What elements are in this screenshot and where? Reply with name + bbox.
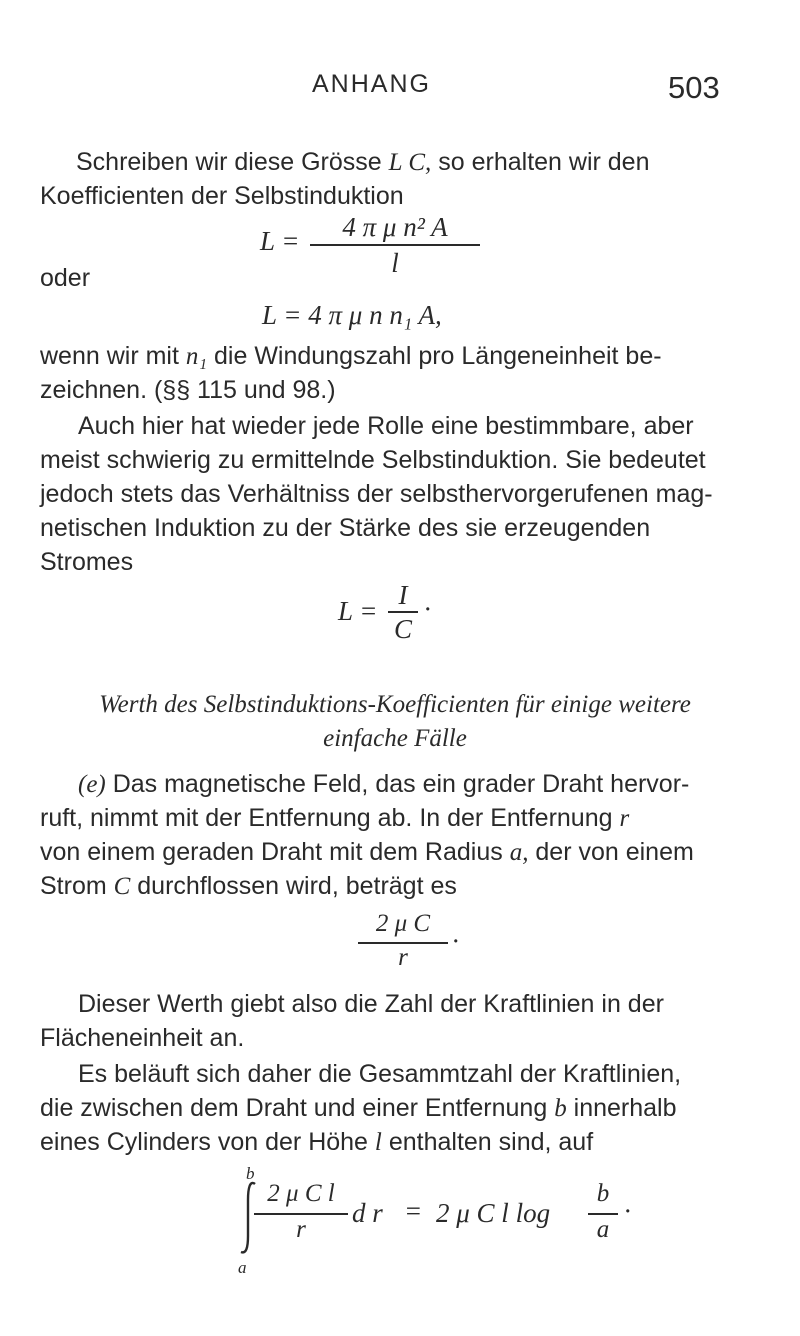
integral-lower-limit: a	[238, 1258, 247, 1277]
equation-1-lhs: L =	[260, 226, 300, 256]
equation-3-lhs: L =	[338, 596, 378, 626]
integrand-denominator: r	[296, 1216, 306, 1243]
section-heading: Werth des Selbstinduktions-Koefficienten für einige weitere einfache Fälle	[99, 691, 691, 752]
equation-2: L = 4 π μ n n₁ A,	[262, 300, 442, 330]
integrand-numerator: 2 μ C l	[267, 1180, 335, 1207]
equation-5-trail: ·	[624, 1196, 631, 1226]
equation-1-fraction-bar	[310, 244, 480, 246]
equation-3-denominator: C	[393, 614, 412, 644]
equation-1-numerator: 4 π μ n² A	[342, 212, 448, 242]
running-title: ANHANG	[312, 70, 431, 98]
rhs-expression: 2 μ C l log	[436, 1198, 551, 1228]
equation-4-trail: ·	[452, 926, 459, 956]
paragraph-1: Schreiben wir diese Grösse L C, so erhalten wir den	[76, 148, 650, 176]
paragraph-2-line-2: zeichnen. (§§ 115 und 98.)	[40, 376, 336, 404]
word-oder: oder	[40, 264, 91, 292]
integral-upper-limit: b	[246, 1164, 255, 1183]
equals-sign: =	[404, 1196, 423, 1226]
paragraph-1-line-2: Koefficienten der Selbstinduktion	[40, 182, 404, 210]
equation-4-numerator: 2 μ C	[375, 910, 431, 937]
paragraph-2-line-1: wenn wir mit n₁ die Windungszahl pro Längeneinheit be-	[40, 342, 662, 370]
equation-1-denominator: l	[391, 248, 399, 278]
page-number: 503	[668, 70, 720, 105]
log-numerator: b	[596, 1180, 610, 1207]
log-fraction-bar	[588, 1213, 618, 1215]
log-denominator: a	[596, 1216, 610, 1243]
equation-3-fraction-bar	[388, 611, 418, 613]
integrand-fraction-bar	[254, 1213, 348, 1215]
differential-dr: d r	[352, 1198, 383, 1228]
equation-3-numerator: I	[398, 580, 408, 610]
equation-4-denominator: r	[398, 944, 408, 971]
equation-3-trail: ·	[424, 594, 431, 624]
